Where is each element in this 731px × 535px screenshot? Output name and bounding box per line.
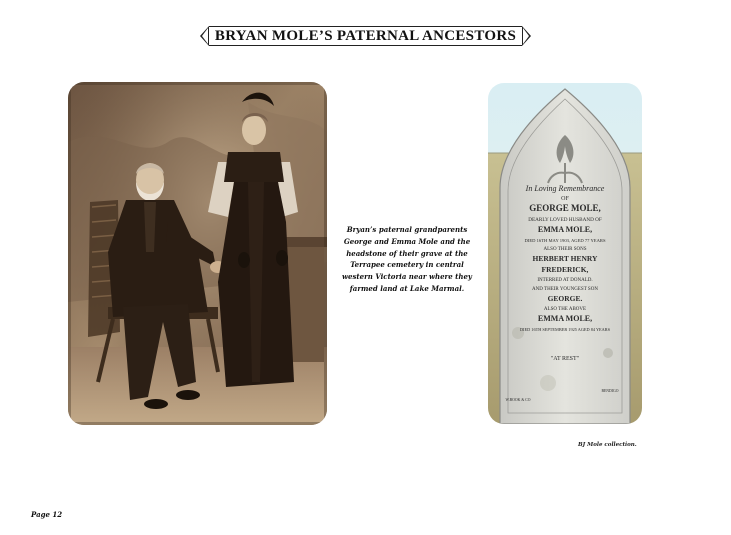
headstone-photograph	[488, 83, 642, 424]
inscription-line: "AT REST"	[550, 356, 580, 362]
title-left-ornament	[200, 26, 209, 46]
title-banner	[200, 26, 531, 46]
inscription-line: INTERRED AT DONALD.	[537, 278, 593, 283]
page-title: BRYAN MOLE’S PATERNAL ANCESTORS	[209, 26, 522, 46]
inscription-line: EMMA MOLE,	[537, 314, 593, 323]
caption-line: Bryan’s paternal grandparents	[346, 225, 468, 234]
inscription-line: GEORGE.	[547, 294, 583, 303]
inscription-line: BENDIGO	[601, 389, 619, 393]
inscription-line: DIED 16TH SEPTEMBER 1925 AGED 84 YEARS	[519, 327, 611, 332]
inscription-line: ALSO THEIR SONS	[543, 247, 587, 252]
inscription-line: DEARLY LOVED HUSBAND OF	[528, 217, 602, 223]
inscription-line: DIED 16TH MAY 1903, AGED 77 YEARS	[524, 238, 606, 243]
caption-line: western Victoria near where they	[342, 272, 472, 282]
photo-credit: BJ Mole collection.	[578, 442, 637, 448]
inscription-line: W.BOOK & CO	[505, 398, 531, 402]
inscription-line: OF	[561, 196, 569, 202]
title-right-ornament	[522, 26, 531, 46]
photo-caption	[332, 224, 482, 295]
couple-photograph	[68, 82, 327, 425]
inscription-line: FREDERICK,	[541, 265, 589, 274]
inscription-line: In Loving Remembrance	[525, 184, 605, 193]
inscription-line: EMMA MOLE,	[537, 225, 593, 234]
caption-line: headstone of their grave at the	[346, 248, 468, 258]
caption-line: George and Emma Mole and the	[343, 236, 471, 246]
inscription-line: GEORGE MOLE,	[529, 203, 601, 213]
inscription-line: HERBERT HENRY	[532, 254, 598, 263]
inscription-line: AND THEIR YOUNGEST SON	[532, 287, 598, 292]
page-number: Page 12	[31, 510, 63, 519]
caption-line: Terrapee cemetery in central	[350, 260, 464, 270]
page-header	[0, 24, 731, 48]
inscription-line: ALSO THE ABOVE	[543, 307, 587, 312]
caption-line: farmed land at Lake Marmal.	[349, 283, 465, 293]
